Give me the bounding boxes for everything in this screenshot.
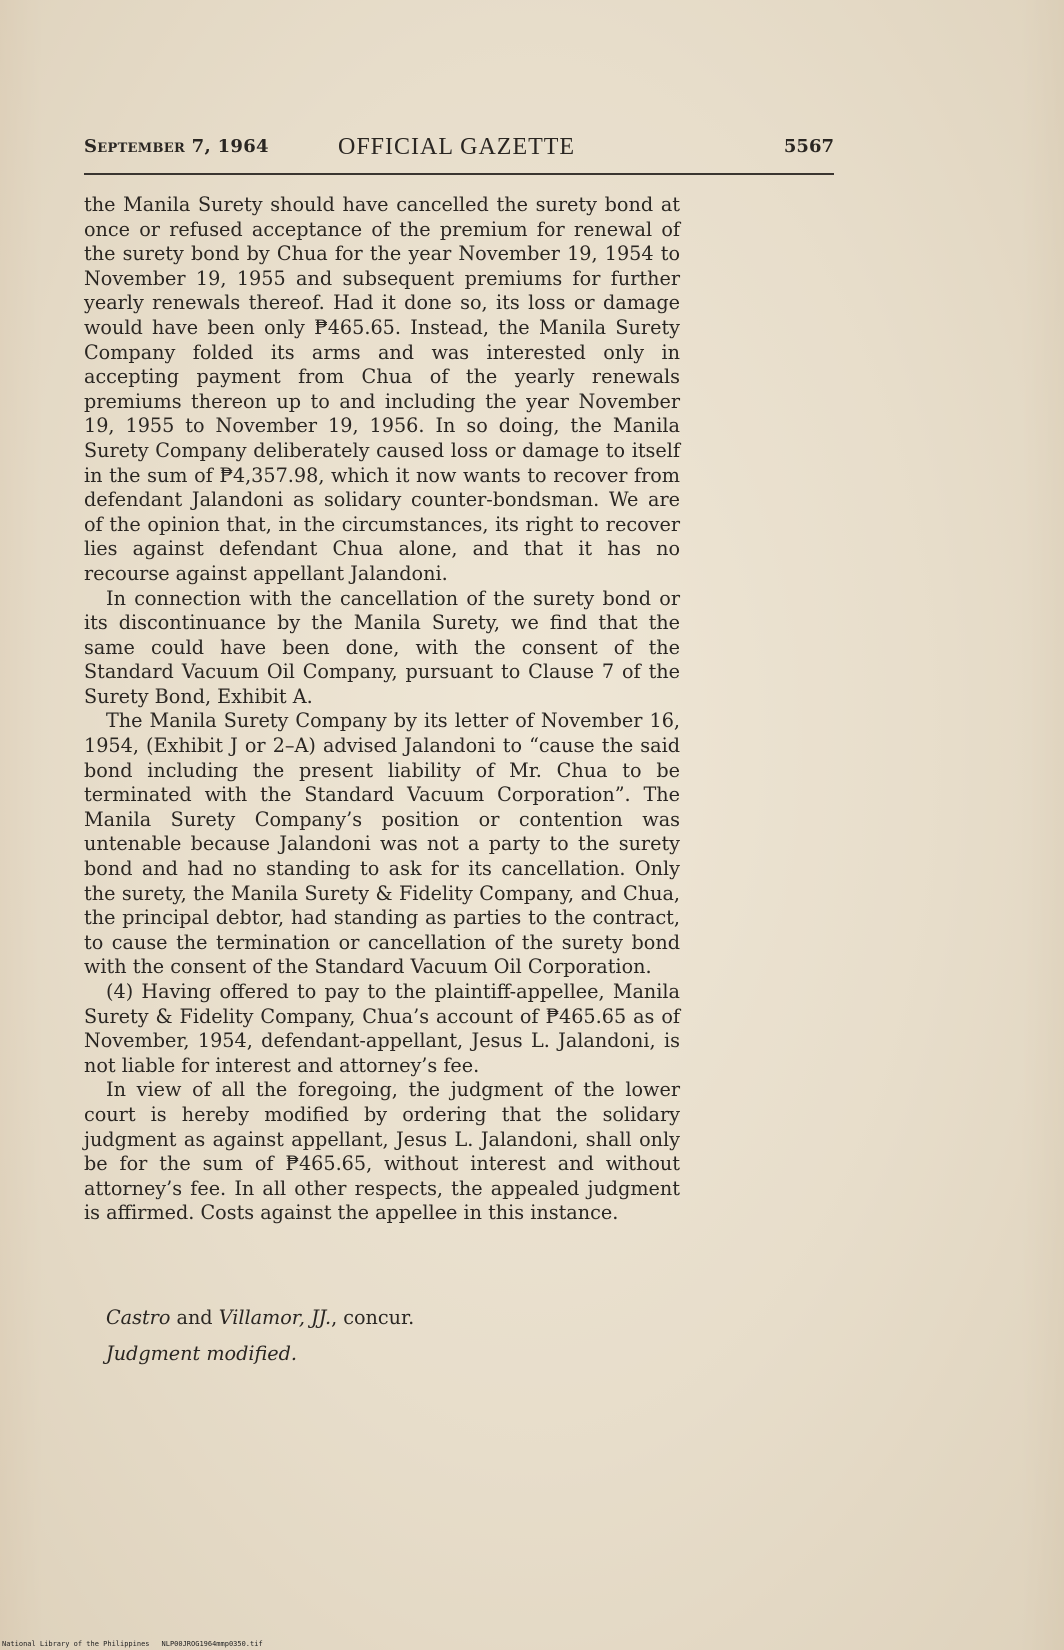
concurring-justice-1: Castro [106, 1306, 171, 1329]
concurrence-line [106, 1306, 414, 1329]
scan-footer [2, 1640, 263, 1648]
header-rule [84, 173, 834, 175]
paragraph-letter: The Manila Surety Company by its letter of November 16, 1954, (Exhibit J or 2–A) advised Jalandoni to “cause the said bond including the present liability of Mr. Chua to be terminated with the Standard Vacuum Corporation”. The Manila Surety Company’s position or contention was untenable because Jalandoni was not a party to the surety bond and had no standing to ask for its cancellation. Only the surety, the Manila Surety & Fidelity Company, and Chua, the principal debtor, had standing as parties to the contract, to cause the termination or cancellation of the surety bond with the consent of the Standard Vacuum Oil Corporation. [84, 709, 680, 979]
page-number: 5567 [783, 136, 834, 157]
issue-date: September 7, 1964 [84, 136, 269, 157]
running-head [84, 134, 834, 164]
paragraph-cancellation: In connection with the cancellation of the surety bond or its discontinuance by the Manila Surety, we find that the same could have been done, with the consent of the Standard Vacuum Oil Company, pursuant to Clause 7 of the Surety Bond, Exhibit A. [84, 586, 680, 708]
publication-title: OFFICIAL GAZETTE [338, 134, 576, 160]
disposition-line: Judgment modified. [106, 1342, 298, 1365]
library-name: National Library of the Philippines [2, 1640, 150, 1648]
decision-body [84, 193, 680, 1226]
concurrence-suffix: , concur. [331, 1306, 415, 1329]
concurring-justice-2: Villamor, JJ. [218, 1306, 332, 1329]
paragraph-dispositive: In view of all the foregoing, the judgment of the lower court is hereby modified by ordering that the solidary judgment as against appellant, Jesus L. Jalandoni, shall only be for the sum of ₱465.65, without interest and without attorney’s fee. In all other respects, the appealed judgment is affirmed. Costs against the appellee in this instance. [84, 1078, 680, 1225]
paragraph-continued: the Manila Surety should have cancelled the surety bond at once or refused acceptance of the premium for renewal of the surety bond by Chua for the year November 19, 1954 to November 19, 1955 and subsequent premiums for further yearly renewals thereof. Had it done so, its loss or damage would have been only ₱465.65. Instead, the Manila Surety Company folded its arms and was interested only in accepting payment from Chua of the yearly renewals premiums thereon up to and including the year November 19, 1955 to November 19, 1956. In so doing, the Manila Surety Company deliberately caused loss or damage to itself in the sum of ₱4,357.98, which it now wants to recover from defendant Jalandoni as solidary counter-bondsman. We are of the opinion that, in the circumstances, its right to recover lies against defendant Chua alone, and that it has no recourse against appellant Jalandoni. [84, 193, 680, 585]
paragraph-point-four: (4) Having offered to pay to the plaintiff-appellee, Manila Surety & Fidelity Company, Chua’s account of ₱465.65 as of November, 1954, defendant-appellant, Jesus L. Jalandoni, is not liable for interest and attorney’s fee. [84, 980, 680, 1077]
scan-filename: NLP00JROG1964mmp0350.tif [161, 1640, 263, 1648]
concurrence-connector: and [170, 1306, 219, 1329]
